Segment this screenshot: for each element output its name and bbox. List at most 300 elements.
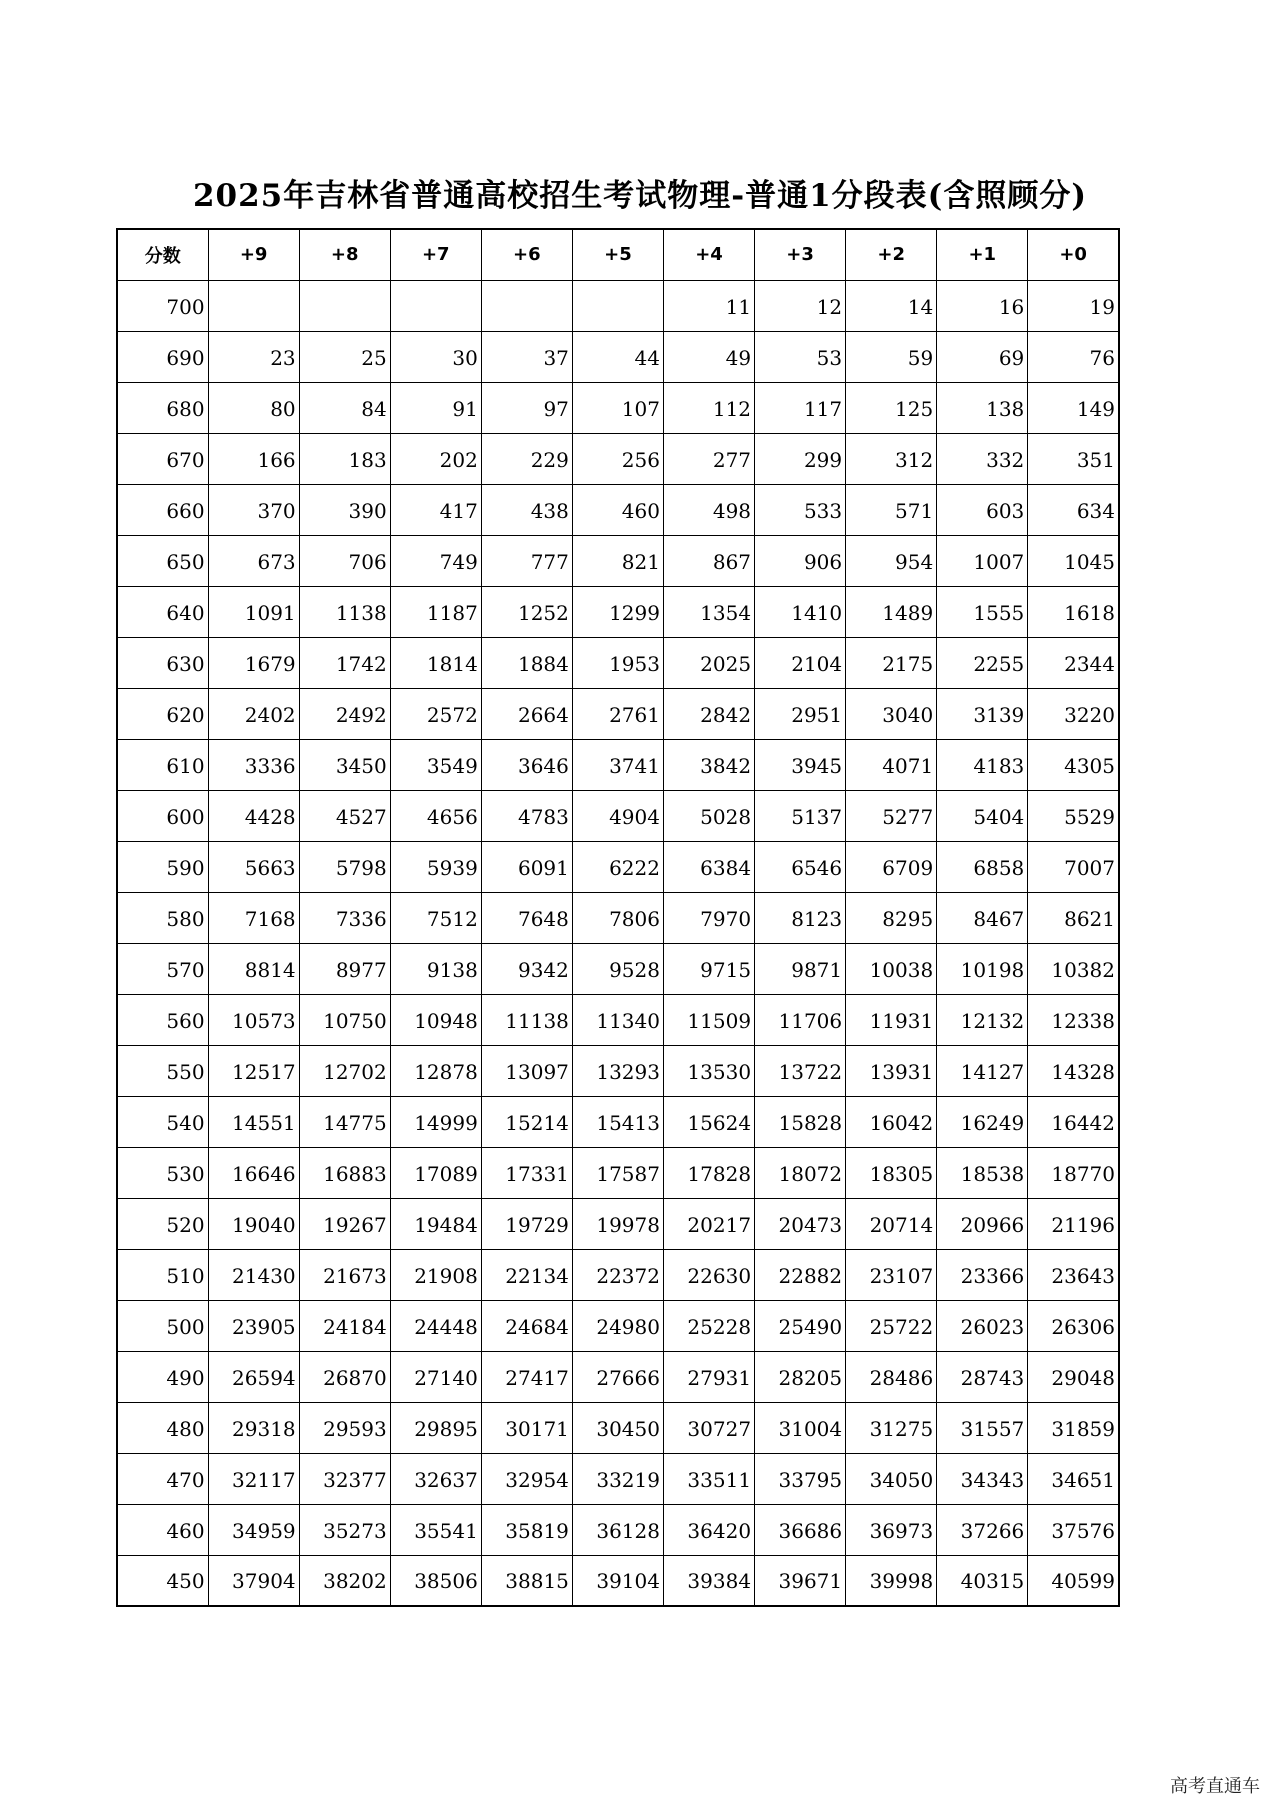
count-cell: 25	[299, 331, 390, 382]
count-cell: 30	[390, 331, 481, 382]
count-cell: 2951	[755, 688, 846, 739]
count-cell: 21673	[299, 1249, 390, 1300]
header-offset: +1	[937, 229, 1028, 280]
table-row	[117, 790, 1119, 841]
count-cell: 8621	[1028, 892, 1119, 943]
count-cell: 256	[572, 433, 663, 484]
count-cell: 1953	[572, 637, 663, 688]
score-cell: 670	[117, 433, 208, 484]
count-cell: 6091	[481, 841, 572, 892]
count-cell: 777	[481, 535, 572, 586]
count-cell: 25228	[663, 1300, 754, 1351]
count-cell: 28486	[846, 1351, 937, 1402]
table-row	[117, 892, 1119, 943]
count-cell: 27666	[572, 1351, 663, 1402]
count-cell: 34050	[846, 1453, 937, 1504]
count-cell: 3220	[1028, 688, 1119, 739]
score-cell: 630	[117, 637, 208, 688]
count-cell: 5137	[755, 790, 846, 841]
count-cell: 84	[299, 382, 390, 433]
count-cell: 35541	[390, 1504, 481, 1555]
table-row	[117, 841, 1119, 892]
score-cell: 480	[117, 1402, 208, 1453]
count-cell: 10948	[390, 994, 481, 1045]
score-cell: 560	[117, 994, 208, 1045]
count-cell: 33795	[755, 1453, 846, 1504]
count-cell: 23107	[846, 1249, 937, 1300]
count-cell: 76	[1028, 331, 1119, 382]
count-cell: 9871	[755, 943, 846, 994]
count-cell: 821	[572, 535, 663, 586]
count-cell: 21196	[1028, 1198, 1119, 1249]
count-cell: 12338	[1028, 994, 1119, 1045]
count-cell: 1884	[481, 637, 572, 688]
header-offset: +3	[755, 229, 846, 280]
count-cell	[299, 280, 390, 331]
count-cell: 2104	[755, 637, 846, 688]
count-cell: 31859	[1028, 1402, 1119, 1453]
score-cell: 700	[117, 280, 208, 331]
header-offset: +7	[390, 229, 481, 280]
count-cell: 14775	[299, 1096, 390, 1147]
count-cell: 16646	[208, 1147, 299, 1198]
count-cell: 22882	[755, 1249, 846, 1300]
count-cell: 36420	[663, 1504, 754, 1555]
count-cell: 2664	[481, 688, 572, 739]
score-cell: 540	[117, 1096, 208, 1147]
count-cell: 1252	[481, 586, 572, 637]
count-cell: 229	[481, 433, 572, 484]
count-cell: 1410	[755, 586, 846, 637]
count-cell: 351	[1028, 433, 1119, 484]
count-cell: 4428	[208, 790, 299, 841]
count-cell: 312	[846, 433, 937, 484]
count-cell: 24184	[299, 1300, 390, 1351]
count-cell: 36973	[846, 1504, 937, 1555]
count-cell: 23366	[937, 1249, 1028, 1300]
count-cell: 19267	[299, 1198, 390, 1249]
count-cell: 1354	[663, 586, 754, 637]
count-cell: 183	[299, 433, 390, 484]
count-cell: 17089	[390, 1147, 481, 1198]
count-cell: 2402	[208, 688, 299, 739]
count-cell: 39104	[572, 1555, 663, 1606]
header-offset: +9	[208, 229, 299, 280]
score-distribution-table	[116, 228, 1120, 1607]
count-cell: 31557	[937, 1402, 1028, 1453]
count-cell: 91	[390, 382, 481, 433]
count-cell: 7007	[1028, 841, 1119, 892]
count-cell: 35273	[299, 1504, 390, 1555]
header-score: 分数	[117, 229, 208, 280]
count-cell: 954	[846, 535, 937, 586]
count-cell: 4071	[846, 739, 937, 790]
count-cell: 27417	[481, 1351, 572, 1402]
count-cell: 7512	[390, 892, 481, 943]
count-cell: 32377	[299, 1453, 390, 1504]
count-cell: 417	[390, 484, 481, 535]
count-cell: 29593	[299, 1402, 390, 1453]
count-cell: 9138	[390, 943, 481, 994]
count-cell: 498	[663, 484, 754, 535]
count-cell: 1555	[937, 586, 1028, 637]
table-row	[117, 484, 1119, 535]
count-cell: 17331	[481, 1147, 572, 1198]
header-offset: +0	[1028, 229, 1119, 280]
count-cell: 1091	[208, 586, 299, 637]
count-cell: 8467	[937, 892, 1028, 943]
count-cell: 9528	[572, 943, 663, 994]
count-cell: 277	[663, 433, 754, 484]
count-cell: 53	[755, 331, 846, 382]
score-cell: 450	[117, 1555, 208, 1606]
count-cell: 22372	[572, 1249, 663, 1300]
table-row	[117, 739, 1119, 790]
watermark: 高考直通车	[1170, 1776, 1260, 1797]
count-cell: 32954	[481, 1453, 572, 1504]
count-cell: 3450	[299, 739, 390, 790]
count-cell: 26306	[1028, 1300, 1119, 1351]
score-cell: 490	[117, 1351, 208, 1402]
count-cell: 149	[1028, 382, 1119, 433]
score-cell: 640	[117, 586, 208, 637]
table-row	[117, 280, 1119, 331]
count-cell: 5529	[1028, 790, 1119, 841]
count-cell: 533	[755, 484, 846, 535]
count-cell: 460	[572, 484, 663, 535]
count-cell: 906	[755, 535, 846, 586]
score-cell: 580	[117, 892, 208, 943]
count-cell: 10038	[846, 943, 937, 994]
table-row	[117, 1351, 1119, 1402]
count-cell: 1814	[390, 637, 481, 688]
count-cell: 25722	[846, 1300, 937, 1351]
count-cell: 2255	[937, 637, 1028, 688]
count-cell: 37576	[1028, 1504, 1119, 1555]
count-cell: 4305	[1028, 739, 1119, 790]
count-cell: 8814	[208, 943, 299, 994]
table-row	[117, 535, 1119, 586]
count-cell: 332	[937, 433, 1028, 484]
count-cell: 38815	[481, 1555, 572, 1606]
count-cell: 49	[663, 331, 754, 382]
count-cell: 18538	[937, 1147, 1028, 1198]
count-cell: 13293	[572, 1045, 663, 1096]
count-cell: 69	[937, 331, 1028, 382]
count-cell: 299	[755, 433, 846, 484]
count-cell: 9715	[663, 943, 754, 994]
count-cell: 1742	[299, 637, 390, 688]
count-cell: 15828	[755, 1096, 846, 1147]
count-cell: 3842	[663, 739, 754, 790]
count-cell: 17828	[663, 1147, 754, 1198]
count-cell: 1138	[299, 586, 390, 637]
header-offset: +8	[299, 229, 390, 280]
score-cell: 500	[117, 1300, 208, 1351]
count-cell: 16	[937, 280, 1028, 331]
count-cell: 138	[937, 382, 1028, 433]
count-cell: 3040	[846, 688, 937, 739]
count-cell: 33219	[572, 1453, 663, 1504]
score-cell: 570	[117, 943, 208, 994]
score-cell: 590	[117, 841, 208, 892]
count-cell: 19040	[208, 1198, 299, 1249]
table-row	[117, 688, 1119, 739]
count-cell: 5939	[390, 841, 481, 892]
count-cell: 80	[208, 382, 299, 433]
count-cell: 7336	[299, 892, 390, 943]
count-cell: 30727	[663, 1402, 754, 1453]
table-row	[117, 1504, 1119, 1555]
count-cell: 2492	[299, 688, 390, 739]
table-row	[117, 331, 1119, 382]
count-cell: 12517	[208, 1045, 299, 1096]
count-cell: 2761	[572, 688, 663, 739]
count-cell: 27931	[663, 1351, 754, 1402]
count-cell: 3741	[572, 739, 663, 790]
count-cell: 35819	[481, 1504, 572, 1555]
count-cell: 44	[572, 331, 663, 382]
table-row	[117, 1402, 1119, 1453]
count-cell: 370	[208, 484, 299, 535]
count-cell: 2344	[1028, 637, 1119, 688]
count-cell: 15624	[663, 1096, 754, 1147]
count-cell: 5404	[937, 790, 1028, 841]
count-cell: 15413	[572, 1096, 663, 1147]
count-cell: 31275	[846, 1402, 937, 1453]
count-cell: 14127	[937, 1045, 1028, 1096]
score-cell: 620	[117, 688, 208, 739]
count-cell: 634	[1028, 484, 1119, 535]
count-cell: 6546	[755, 841, 846, 892]
count-cell: 13530	[663, 1045, 754, 1096]
score-cell: 610	[117, 739, 208, 790]
count-cell: 1187	[390, 586, 481, 637]
count-cell: 18305	[846, 1147, 937, 1198]
count-cell: 125	[846, 382, 937, 433]
count-cell: 6384	[663, 841, 754, 892]
count-cell: 29048	[1028, 1351, 1119, 1402]
count-cell: 1618	[1028, 586, 1119, 637]
count-cell: 25490	[755, 1300, 846, 1351]
count-cell: 12	[755, 280, 846, 331]
count-cell: 28743	[937, 1351, 1028, 1402]
count-cell: 19729	[481, 1198, 572, 1249]
header-offset: +6	[481, 229, 572, 280]
table-row	[117, 1045, 1119, 1096]
count-cell: 32117	[208, 1453, 299, 1504]
count-cell: 8977	[299, 943, 390, 994]
count-cell: 33511	[663, 1453, 754, 1504]
score-cell: 600	[117, 790, 208, 841]
score-cell: 550	[117, 1045, 208, 1096]
count-cell: 39671	[755, 1555, 846, 1606]
count-cell: 37266	[937, 1504, 1028, 1555]
count-cell: 10573	[208, 994, 299, 1045]
count-cell: 23	[208, 331, 299, 382]
count-cell: 3646	[481, 739, 572, 790]
count-cell: 16883	[299, 1147, 390, 1198]
table-body	[117, 280, 1119, 1606]
count-cell: 5028	[663, 790, 754, 841]
count-cell	[390, 280, 481, 331]
count-cell: 19484	[390, 1198, 481, 1249]
count-cell: 12702	[299, 1045, 390, 1096]
page-title: 2025年吉林省普通高校招生考试物理-普通1分段表(含照顾分)	[192, 178, 1088, 214]
count-cell: 10198	[937, 943, 1028, 994]
count-cell: 32637	[390, 1453, 481, 1504]
count-cell: 34343	[937, 1453, 1028, 1504]
count-cell: 11340	[572, 994, 663, 1045]
count-cell: 23905	[208, 1300, 299, 1351]
count-cell: 11706	[755, 994, 846, 1045]
count-cell: 39998	[846, 1555, 937, 1606]
count-cell: 3139	[937, 688, 1028, 739]
count-cell: 21908	[390, 1249, 481, 1300]
count-cell: 9342	[481, 943, 572, 994]
count-cell: 7168	[208, 892, 299, 943]
count-cell: 27140	[390, 1351, 481, 1402]
count-cell: 18770	[1028, 1147, 1119, 1198]
count-cell: 20473	[755, 1198, 846, 1249]
count-cell: 20217	[663, 1198, 754, 1249]
count-cell: 10382	[1028, 943, 1119, 994]
table-row	[117, 1147, 1119, 1198]
count-cell	[481, 280, 572, 331]
table-row	[117, 1453, 1119, 1504]
count-cell: 30171	[481, 1402, 572, 1453]
count-cell: 1299	[572, 586, 663, 637]
count-cell: 867	[663, 535, 754, 586]
count-cell: 5277	[846, 790, 937, 841]
score-cell: 510	[117, 1249, 208, 1300]
count-cell: 8295	[846, 892, 937, 943]
count-cell: 14328	[1028, 1045, 1119, 1096]
count-cell: 13097	[481, 1045, 572, 1096]
count-cell: 11509	[663, 994, 754, 1045]
count-cell: 1489	[846, 586, 937, 637]
count-cell: 3945	[755, 739, 846, 790]
count-cell: 6709	[846, 841, 937, 892]
count-cell: 7648	[481, 892, 572, 943]
count-cell: 16042	[846, 1096, 937, 1147]
count-cell: 4783	[481, 790, 572, 841]
count-cell: 59	[846, 331, 937, 382]
count-cell: 20714	[846, 1198, 937, 1249]
table-row	[117, 994, 1119, 1045]
count-cell: 438	[481, 484, 572, 535]
table-row	[117, 1198, 1119, 1249]
count-cell: 11931	[846, 994, 937, 1045]
score-cell: 520	[117, 1198, 208, 1249]
count-cell: 6858	[937, 841, 1028, 892]
count-cell: 24684	[481, 1300, 572, 1351]
count-cell: 22630	[663, 1249, 754, 1300]
count-cell: 673	[208, 535, 299, 586]
table-row	[117, 586, 1119, 637]
count-cell: 38506	[390, 1555, 481, 1606]
count-cell: 14551	[208, 1096, 299, 1147]
count-cell: 5663	[208, 841, 299, 892]
count-cell: 19	[1028, 280, 1119, 331]
count-cell: 19978	[572, 1198, 663, 1249]
table-row	[117, 943, 1119, 994]
table-row	[117, 1249, 1119, 1300]
count-cell: 4904	[572, 790, 663, 841]
count-cell: 29895	[390, 1402, 481, 1453]
count-cell: 1679	[208, 637, 299, 688]
score-cell: 690	[117, 331, 208, 382]
count-cell: 8123	[755, 892, 846, 943]
count-cell	[572, 280, 663, 331]
count-cell: 13931	[846, 1045, 937, 1096]
count-cell: 40599	[1028, 1555, 1119, 1606]
count-cell: 38202	[299, 1555, 390, 1606]
count-cell: 14999	[390, 1096, 481, 1147]
count-cell: 29318	[208, 1402, 299, 1453]
count-cell: 36686	[755, 1504, 846, 1555]
count-cell: 166	[208, 433, 299, 484]
count-cell: 34651	[1028, 1453, 1119, 1504]
count-cell: 7806	[572, 892, 663, 943]
count-cell: 706	[299, 535, 390, 586]
count-cell: 34959	[208, 1504, 299, 1555]
count-cell: 2572	[390, 688, 481, 739]
count-cell: 39384	[663, 1555, 754, 1606]
count-cell: 1045	[1028, 535, 1119, 586]
count-cell: 6222	[572, 841, 663, 892]
count-cell: 2025	[663, 637, 754, 688]
count-cell: 7970	[663, 892, 754, 943]
count-cell: 5798	[299, 841, 390, 892]
count-cell: 16249	[937, 1096, 1028, 1147]
header-offset: +5	[572, 229, 663, 280]
count-cell: 37904	[208, 1555, 299, 1606]
count-cell: 3336	[208, 739, 299, 790]
count-cell: 4656	[390, 790, 481, 841]
count-cell: 15214	[481, 1096, 572, 1147]
table-row	[117, 382, 1119, 433]
score-cell: 470	[117, 1453, 208, 1504]
score-cell: 460	[117, 1504, 208, 1555]
count-cell: 36128	[572, 1504, 663, 1555]
score-cell: 660	[117, 484, 208, 535]
count-cell: 603	[937, 484, 1028, 535]
count-cell: 22134	[481, 1249, 572, 1300]
count-cell: 13722	[755, 1045, 846, 1096]
count-cell: 97	[481, 382, 572, 433]
table-row	[117, 637, 1119, 688]
count-cell: 1007	[937, 535, 1028, 586]
count-cell: 23643	[1028, 1249, 1119, 1300]
count-cell: 2842	[663, 688, 754, 739]
score-cell: 530	[117, 1147, 208, 1198]
count-cell: 20966	[937, 1198, 1028, 1249]
count-cell: 11	[663, 280, 754, 331]
count-cell: 24980	[572, 1300, 663, 1351]
count-cell: 28205	[755, 1351, 846, 1402]
score-cell: 650	[117, 535, 208, 586]
count-cell: 12132	[937, 994, 1028, 1045]
count-cell: 117	[755, 382, 846, 433]
count-cell: 571	[846, 484, 937, 535]
table-row	[117, 433, 1119, 484]
count-cell: 10750	[299, 994, 390, 1045]
count-cell: 18072	[755, 1147, 846, 1198]
score-cell: 680	[117, 382, 208, 433]
count-cell: 2175	[846, 637, 937, 688]
count-cell: 17587	[572, 1147, 663, 1198]
